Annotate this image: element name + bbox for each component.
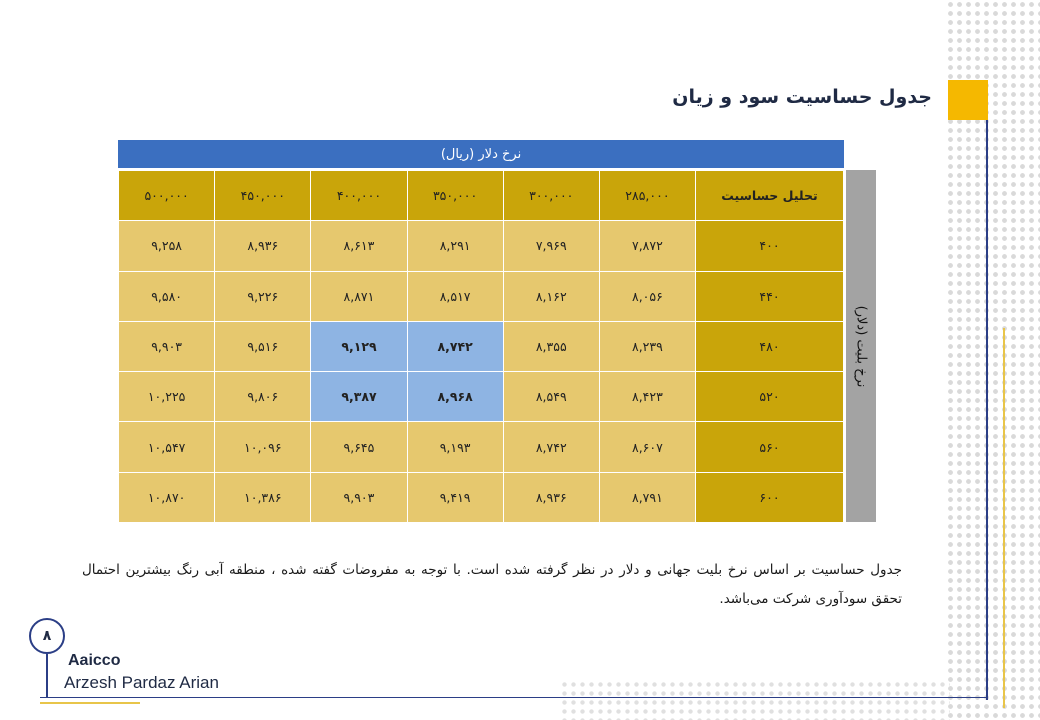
table-cell: ۹,۹۰۳ <box>119 321 215 371</box>
table-cell: ۹,۵۱۶ <box>215 321 311 371</box>
table-cell: ۸,۳۵۵ <box>503 321 599 371</box>
table-cell: ۸,۵۴۹ <box>503 372 599 422</box>
table-row <box>119 372 844 422</box>
table-cell-highlighted: ۹,۳۸۷ <box>311 372 407 422</box>
table-cell: ۱۰,۳۸۶ <box>215 472 311 522</box>
table-cell: ۱۰,۲۲۵ <box>119 372 215 422</box>
table-cell: ۸,۲۹۱ <box>407 221 503 271</box>
column-header: ۲۸۵,۰۰۰ <box>599 171 695 221</box>
table-cell: ۸,۶۱۳ <box>311 221 407 271</box>
table-cell: ۹,۹۰۳ <box>311 472 407 522</box>
table-cell: ۸,۵۱۷ <box>407 271 503 321</box>
brand-full-name: Arzesh Pardaz Arian <box>64 673 219 692</box>
table-cell: ۱۰,۸۷۰ <box>119 472 215 522</box>
brand-short-name: Aaicco <box>68 652 121 669</box>
table-row <box>119 422 844 472</box>
table-cell: ۷,۸۷۲ <box>599 221 695 271</box>
logo-divider <box>46 654 48 698</box>
table-cell: ۸,۸۷۱ <box>311 271 407 321</box>
caption-text: جدول حساسیت بر اساس نرخ بلیت جهانی و دلار در نظر گرفته شده است. با توجه به مفروضات گفته شده ، منطقه آبی رنگ بیشترین احتمال تحقق سودآوری شرکت می‌باشد. <box>82 562 902 607</box>
table-cell: ۹,۲۲۶ <box>215 271 311 321</box>
row-header: ۶۰۰ <box>696 472 844 522</box>
table-cell: ۸,۴۲۳ <box>599 372 695 422</box>
table-cell: ۷,۹۶۹ <box>503 221 599 271</box>
table-cell: ۹,۶۴۵ <box>311 422 407 472</box>
column-header: ۴۵۰,۰۰۰ <box>215 171 311 221</box>
table-cell: ۸,۹۳۶ <box>215 221 311 271</box>
footer-divider <box>40 697 988 698</box>
title-accent-square <box>948 80 988 120</box>
table-cell-highlighted: ۸,۷۴۲ <box>407 321 503 371</box>
table-row <box>119 321 844 371</box>
table-cell: ۸,۱۶۲ <box>503 271 599 321</box>
row-header: ۵۲۰ <box>696 372 844 422</box>
table-cell: ۱۰,۰۹۶ <box>215 422 311 472</box>
table-row <box>119 271 844 321</box>
sensitivity-table <box>118 170 844 523</box>
table-cell: ۸,۲۳۹ <box>599 321 695 371</box>
column-header: ۴۰۰,۰۰۰ <box>311 171 407 221</box>
table-cell: ۹,۱۹۳ <box>407 422 503 472</box>
decorative-dot-pattern-bottom <box>560 680 950 720</box>
row-header: ۴۴۰ <box>696 271 844 321</box>
column-header: ۳۰۰,۰۰۰ <box>503 171 599 221</box>
dollar-rate-header: نرخ دلار (ریال) <box>118 140 844 168</box>
table-row <box>119 221 844 271</box>
corner-label: تحلیل حساسیت <box>696 171 844 221</box>
ticket-rate-header <box>846 170 876 522</box>
table-header-row <box>119 171 844 221</box>
row-header: ۴۸۰ <box>696 321 844 371</box>
table-cell: ۸,۷۴۲ <box>503 422 599 472</box>
table-cell-highlighted: ۸,۹۶۸ <box>407 372 503 422</box>
column-header: ۳۵۰,۰۰۰ <box>407 171 503 221</box>
row-header: ۴۰۰ <box>696 221 844 271</box>
decorative-gold-line <box>1003 328 1005 708</box>
table-cell: ۱۰,۵۴۷ <box>119 422 215 472</box>
ticket-rate-header-label: نرخ بلیت (دلار) <box>853 305 869 387</box>
row-header: ۵۶۰ <box>696 422 844 472</box>
logo-accent-line <box>40 702 140 704</box>
table-cell: ۸,۶۰۷ <box>599 422 695 472</box>
page-title: جدول حساسیت سود و زیان <box>672 86 932 108</box>
table-cell: ۹,۵۸۰ <box>119 271 215 321</box>
column-header: ۵۰۰,۰۰۰ <box>119 171 215 221</box>
decorative-blue-line <box>986 80 988 700</box>
page-number: ۸ <box>29 618 65 654</box>
table-row <box>119 472 844 522</box>
table-cell: ۹,۸۰۶ <box>215 372 311 422</box>
table-cell: ۸,۹۳۶ <box>503 472 599 522</box>
table-cell: ۹,۲۵۸ <box>119 221 215 271</box>
table-cell-highlighted: ۹,۱۲۹ <box>311 321 407 371</box>
table-cell: ۹,۴۱۹ <box>407 472 503 522</box>
table-cell: ۸,۰۵۶ <box>599 271 695 321</box>
table-cell: ۸,۷۹۱ <box>599 472 695 522</box>
